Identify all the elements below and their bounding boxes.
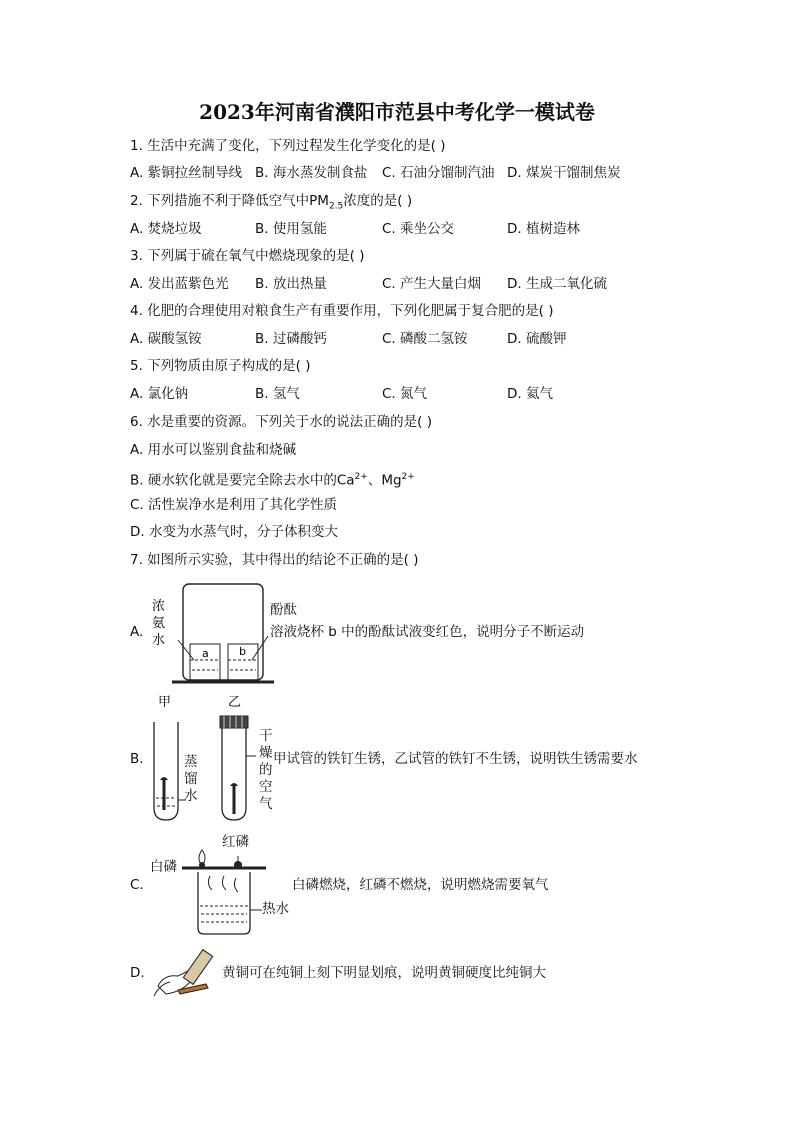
q6-mg-text: 、Mg — [367, 472, 402, 489]
q5-option-c: C. 氮气 — [382, 386, 428, 402]
q2-stem-tail: 浓度的是( ) — [343, 193, 413, 209]
q3-option-d: D. 生成二氧化硫 — [507, 276, 607, 292]
q7-option-a-text: 溶液烧杯 b 中的酚酞试液变红色，说明分子不断运动 — [270, 624, 585, 640]
q2-option-a: A. 焚烧垃圾 — [130, 221, 202, 237]
phenolphthalein-label: 酚酞 — [270, 602, 297, 618]
q6-option-d: D. 水变为水蒸气时，分子体积变大 — [130, 524, 338, 540]
beaker-b-label: b — [239, 645, 246, 658]
q5-option-a: A. 氯化钠 — [130, 386, 189, 402]
distilled-water-label — [184, 754, 200, 805]
q6-option-a: A. 用水可以鉴别食盐和烧碱 — [130, 442, 297, 458]
q7-option-c-text: 白磷燃烧，红磷不燃烧，说明燃烧需要氧气 — [292, 877, 549, 893]
nh3-label-2: 氨 — [152, 616, 166, 631]
q2-option-b: B. 使用氢能 — [255, 221, 327, 237]
q6-mg-charge: 2+ — [401, 472, 415, 482]
q6-option-c: C. 活性炭净水是利用了其化学性质 — [130, 497, 338, 513]
tube-jia-label: 甲 — [158, 695, 172, 710]
q2-stem-subscript: 2.5 — [328, 201, 344, 212]
q1-option-d: D. 煤炭干馏制焦炭 — [507, 165, 621, 181]
q7-option-a-letter: A. — [130, 624, 144, 640]
question-4-stem: 4. 化肥的合理使用对粮食生产有重要作用，下列化肥属于复合肥的是( ) — [130, 303, 554, 319]
q3-option-b: B. 放出热量 — [255, 276, 327, 292]
q7-option-d-text: 黄铜可在纯铜上刻下明显划痕，说明黄铜硬度比纯铜大 — [222, 965, 546, 981]
question-7-stem: 7. 如图所示实验，其中得出的结论不正确的是( ) — [130, 552, 419, 568]
exam-title: 2023年河南省濮阳市范县中考化学一模试卷 — [199, 100, 595, 124]
white-phosphorus-label: 白磷 — [150, 859, 177, 875]
hot-water-label: 热水 — [262, 901, 289, 917]
nh3-label-1: 浓 — [152, 599, 166, 614]
q2-option-c: C. 乘坐公交 — [382, 221, 455, 237]
q6-ca-charge: 2+ — [354, 472, 368, 482]
q4-option-a: A. 碳酸氢铵 — [130, 331, 202, 347]
q7-option-b-text: 甲试管的铁钉生锈，乙试管的铁钉不生锈，说明铁生锈需要水 — [273, 751, 638, 767]
ammonia-beaker-diagram — [148, 578, 278, 686]
q3-option-a: A. 发出蓝紫色光 — [130, 276, 229, 292]
q7-option-d-letter: D. — [130, 965, 145, 981]
q4-option-b: B. 过磷酸钙 — [255, 331, 327, 347]
water-char-1: 蒸 — [184, 754, 198, 770]
beaker-a-label: a — [202, 647, 209, 660]
question-2-stem — [130, 192, 412, 216]
q5-option-b: B. 氢气 — [255, 386, 300, 402]
question-3-stem: 3. 下列属于硫在氧气中燃烧现象的是( ) — [130, 248, 365, 264]
combustion-diagram — [180, 848, 280, 938]
nh3-label-3: 水 — [152, 633, 166, 648]
dry-air-label — [259, 728, 275, 813]
air-char-2: 燥 — [259, 745, 273, 761]
q1-option-b: B. 海水蒸发制食盐 — [255, 165, 368, 181]
air-char-5: 气 — [259, 796, 273, 812]
q6-option-b-text: B. 硬水软化就是要完全除去水中的Ca — [130, 472, 355, 489]
q1-option-a: A. 紫铜拉丝制导线 — [130, 165, 243, 181]
q4-option-d: D. 硫酸钾 — [507, 331, 567, 347]
air-char-1: 干 — [259, 728, 273, 744]
q7-option-b-letter: B. — [130, 751, 144, 767]
q3-option-c: C. 产生大量白烟 — [382, 276, 482, 292]
question-5-stem: 5. 下列物质由原子构成的是( ) — [130, 358, 311, 374]
water-char-3: 水 — [184, 788, 198, 804]
question-1-stem: 1. 生活中充满了变化，下列过程发生化学变化的是( ) — [130, 138, 446, 154]
q7-option-c-letter: C. — [130, 877, 144, 893]
q4-option-c: C. 磷酸二氢铵 — [382, 331, 468, 347]
q5-option-d: D. 氦气 — [507, 386, 553, 402]
q2-stem-text: 2. 下列措施不利于降低空气中PM — [130, 193, 329, 209]
scratch-hand-diagram — [150, 944, 224, 1000]
question-6-stem: 6. 水是重要的资源。下列关于水的说法正确的是( ) — [130, 414, 432, 430]
air-char-3: 的 — [259, 762, 273, 778]
q6-option-b — [130, 468, 415, 490]
water-char-2: 馏 — [184, 771, 198, 787]
q1-option-c: C. 石油分馏制汽油 — [382, 165, 495, 181]
tube-yi-label: 乙 — [228, 695, 242, 710]
air-char-4: 空 — [259, 779, 273, 795]
q2-option-d: D. 植树造林 — [507, 221, 580, 237]
red-phosphorus-label: 红磷 — [222, 834, 249, 850]
